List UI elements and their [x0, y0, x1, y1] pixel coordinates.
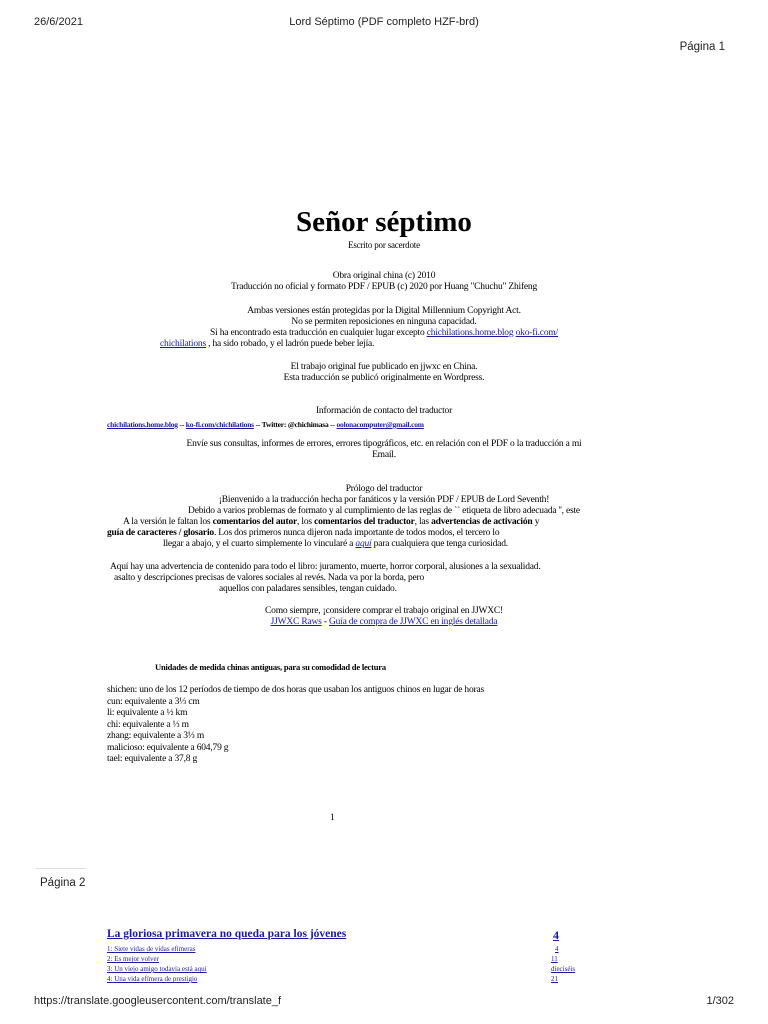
translation-line: Traducción no oficial y formato PDF / EPUB (c) 2020 por Huang "Chuchu" Zhifeng [230, 282, 538, 292]
glossary-line [107, 528, 499, 539]
below-prefix: llegar a abajo, y el cuarto simplemente lo vincularé a [163, 539, 354, 549]
contact-line [107, 419, 424, 430]
kofi-link[interactable]: oko-fi.com/ [515, 328, 558, 338]
toc-item-page[interactable]: 4 [555, 945, 559, 953]
email-word: Email. [372, 450, 396, 460]
and-word: y [534, 517, 540, 527]
formatting-line: Debido a varios problemas de formato y al cumplimiento de las reglas de `` etiqueta de libro adecuada '', este [188, 506, 580, 516]
contact-sep-1: -- [179, 420, 186, 429]
toc-item-page[interactable]: 11 [551, 955, 558, 963]
here-link[interactable]: aquí [355, 539, 372, 549]
work-published-line: El trabajo original fue publicado en jjwxc en China. [290, 362, 478, 372]
no-repost-line: No se permiten reposiciones en ninguna capacidad. [291, 317, 477, 327]
print-page-count: 1/302 [706, 995, 734, 1007]
wordpress-line: Esta traducción se publicó originalmente en Wordpress. [283, 373, 485, 383]
author-comments: comentarios del autor [212, 517, 298, 527]
units-heading: Unidades de medida chinas antiguas, para su comodidad de lectura [155, 662, 386, 672]
first-two: . Los dos primeros nunca dijeron nada importante de todos modos, el tercero lo [213, 528, 500, 538]
found-suffix: , ha sido robado, y el ladrón puede beber lejía. [208, 339, 375, 349]
print-url: https://translate.googleusercontent.com/translate_f [34, 995, 282, 1007]
contact-blog-link[interactable]: chichilations.home.blog [107, 420, 178, 429]
byline: Escrito por sacerdote [348, 240, 420, 250]
page-1-label: Página 1 [679, 41, 725, 53]
missing-prefix: A la versión le faltan los [123, 517, 211, 527]
toc-main-page[interactable]: 4 [553, 928, 559, 942]
contact-kofi-link[interactable]: ko-fi.com/chichilations [185, 420, 254, 429]
missing-line [123, 517, 539, 528]
unit-item: shichen: uno de los 12 períodos de tiempo de dos horas que usaban los antiguos chinos en lugar de horas [107, 685, 485, 695]
page-2-label: Página 2 [40, 877, 86, 889]
protected-line: Ambas versiones están protegidas por la Digital Millennium Copyright Act. [247, 306, 521, 316]
translator-comments: comentarios del traductor [314, 517, 415, 527]
print-title: Lord Séptimo (PDF completo HZF-brd) [289, 16, 479, 28]
toc-item-link[interactable]: 2: Es mejor volver [107, 955, 159, 963]
toc-item-link[interactable]: 4: Una vida efímera de prestigio [107, 975, 198, 983]
unit-item: malicioso: equivalente a 604,79 g [107, 742, 229, 753]
document-title: Señor séptimo [296, 206, 472, 238]
welcome-line: ¡Bienvenido a la traducción hecha por fanáticos y la versión PDF / EPUB de Lord Seventh! [218, 495, 550, 505]
raws-sep: - [321, 617, 329, 627]
toc-main-link[interactable]: La gloriosa primavera no queda para los jóvenes [107, 928, 347, 940]
raws-line [0, 617, 768, 628]
content-warning-line: Aquí hay una advertencia de contenido para todo el libro: juramento, muerte, horror corporal, alusiones a la sexualidad. [110, 562, 541, 572]
contact-sep-2: -- Twitter: @chichimasa -- [255, 420, 335, 429]
toc-item-link[interactable]: 3: Un viejo amigo todavía está aquí [107, 965, 207, 973]
found-line-2 [160, 339, 374, 350]
buy-original-line: Como siempre, ¡considere comprar el trabajo original en JJWXC! [265, 606, 503, 616]
original-work-line: Obra original china (c) 2010 [332, 271, 436, 281]
jjwxc-raws-link[interactable]: JJWXC Raws [270, 617, 322, 627]
unit-item: zhang: equivalente a 3⅓ m [107, 731, 205, 741]
activation-warnings: advertencias de activación [431, 517, 533, 527]
prologue-heading: Prólogo del traductor [345, 484, 423, 494]
unit-item: tael: equivalente a 37,8 g [107, 754, 198, 764]
sensitive-line: aquellos con paladares sensibles, tengan cuidado. [219, 584, 397, 594]
home-blog-link[interactable]: chichilations.home.blog [426, 328, 514, 338]
units-list [107, 685, 484, 766]
found-prefix: Si ha encontrado esta traducción en cualquier lugar excepto [210, 328, 425, 338]
contact-heading: Información de contacto del traductor [315, 406, 453, 416]
glossary: guía de caracteres / glosario [107, 528, 214, 538]
chichilations-link[interactable]: chichilations [160, 339, 206, 349]
contact-email-link[interactable]: oolonacomputer@gmail.com [336, 420, 424, 429]
toc-item-page[interactable]: dieciséis [551, 965, 576, 973]
unit-item: chi: equivalente a ⅓ m [107, 719, 189, 730]
unit-item: li: equivalente a ½ km [107, 708, 188, 718]
below-suffix: para cualquiera que tenga curiosidad. [373, 539, 508, 549]
page-divider [36, 868, 86, 869]
page-number: 1 [330, 813, 335, 823]
found-line [0, 328, 768, 339]
toc-item-link[interactable]: 1: Siete vidas de vidas efímeras [107, 945, 196, 953]
assault-line: asalto y descripciones precisas de valores sociales al revés. Nada va por la borda, pero [114, 573, 425, 583]
below-line [163, 539, 508, 550]
jjwxc-guide-link[interactable]: Guía de compra de JJWXC en inglés detallada [328, 617, 498, 627]
comma-2: , las [414, 517, 429, 527]
comma-1: , los [297, 517, 312, 527]
inquiries-line: Envíe sus consultas, informes de errores, errores tipográficos, etc. en relación con el PDF o la traducción a mi [186, 439, 582, 449]
toc-item-page[interactable]: 21 [551, 975, 558, 983]
unit-item: cun: equivalente a 3⅓ cm [107, 696, 200, 707]
print-date: 26/6/2021 [34, 16, 83, 28]
